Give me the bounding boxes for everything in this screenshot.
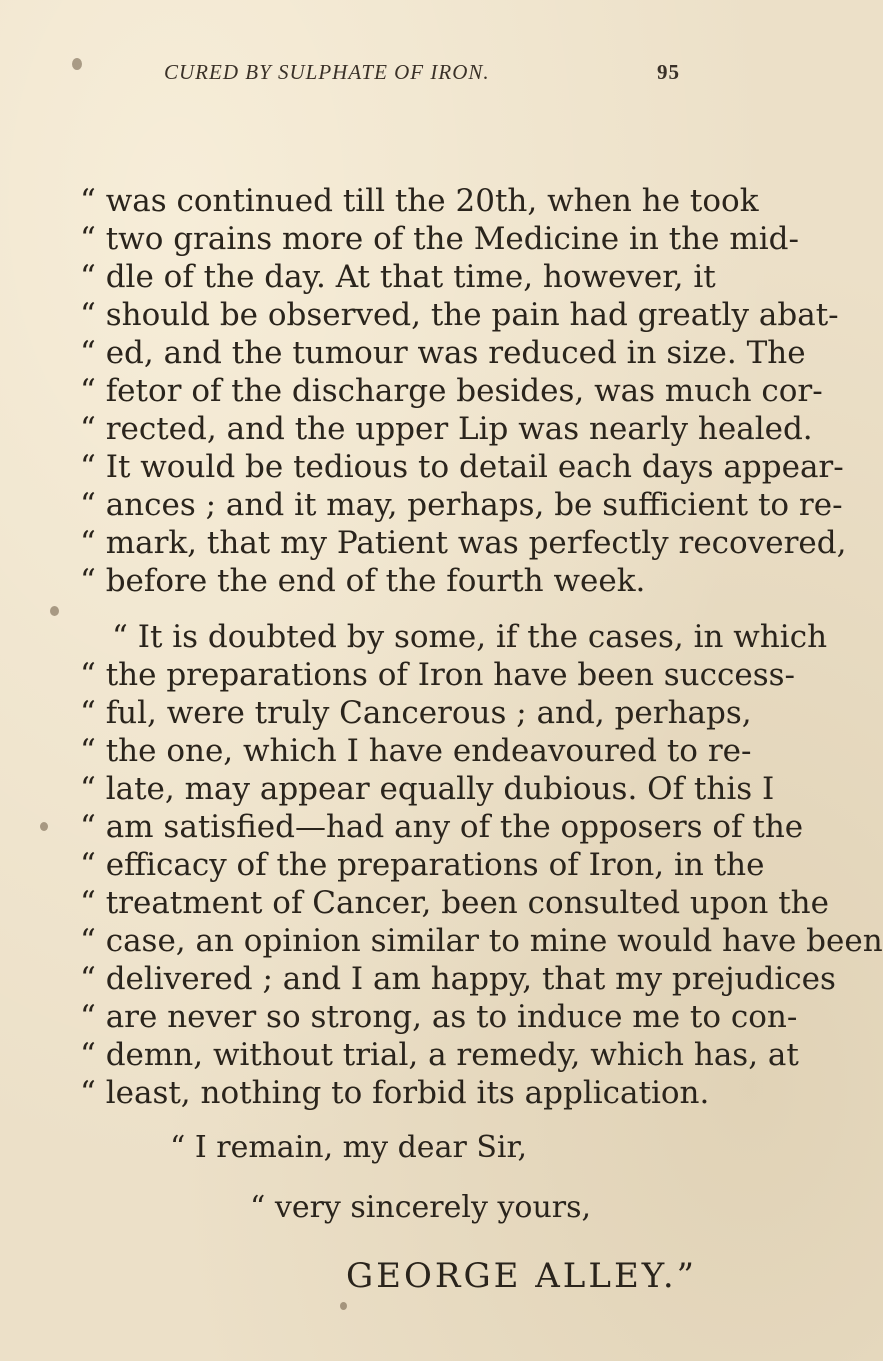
text-line: “ ances ; and it may, perhaps, be sufficient to re- [80, 487, 843, 523]
text-line: “ the one, which I have endeavoured to re- [80, 733, 752, 769]
text-line: “ demn, without trial, a remedy, which has, at [80, 1037, 799, 1073]
running-title: CURED BY SULPHATE OF IRON. [164, 60, 490, 84]
text-line: “ It would be tedious to detail each days appear- [80, 449, 844, 485]
text-line: “ the preparations of Iron have been success- [80, 657, 796, 693]
closing-line: “ very sincerely yours, [250, 1190, 592, 1225]
ink-spot-icon [40, 822, 48, 831]
text-line: “ rected, and the upper Lip was nearly healed. [80, 411, 813, 447]
text-line: “ was continued till the 20th, when he took [80, 183, 759, 219]
text-line: “ fetor of the discharge besides, was much cor- [80, 373, 823, 409]
text-line: “ case, an opinion similar to mine would have been [80, 923, 883, 959]
signature: GEORGE ALLEY.” [346, 1256, 698, 1296]
text-line: “ two grains more of the Medicine in the mid- [80, 221, 799, 257]
ink-spot-icon [340, 1302, 347, 1310]
running-header [164, 52, 680, 92]
text-line: “ should be observed, the pain had greatly abat- [80, 297, 839, 333]
text-line: “ It is doubted by some, if the cases, in which [112, 619, 828, 655]
ink-spot-icon [72, 58, 82, 70]
text-line: “ least, nothing to forbid its application. [80, 1075, 710, 1111]
closing-line: “ I remain, my dear Sir, [170, 1130, 528, 1165]
text-line: “ ful, were truly Cancerous ; and, perhaps, [80, 695, 752, 731]
text-line: “ efficacy of the preparations of Iron, in the [80, 847, 765, 883]
text-line: “ treatment of Cancer, been consulted upon the [80, 885, 829, 921]
text-line: “ late, may appear equally dubious. Of this I [80, 771, 775, 807]
text-line: “ before the end of the fourth week. [80, 563, 646, 599]
page-number: 95 [657, 60, 680, 84]
text-line: “ delivered ; and I am happy, that my prejudices [80, 961, 836, 997]
ink-spot-icon [50, 606, 59, 616]
text-line: “ mark, that my Patient was perfectly recovered, [80, 525, 847, 561]
text-line: “ ed, and the tumour was reduced in size. The [80, 335, 806, 371]
text-line: “ are never so strong, as to induce me to con- [80, 999, 798, 1035]
text-line: “ am satisfied—had any of the opposers of the [80, 809, 804, 845]
text-line: “ dle of the day. At that time, however, it [80, 259, 716, 295]
